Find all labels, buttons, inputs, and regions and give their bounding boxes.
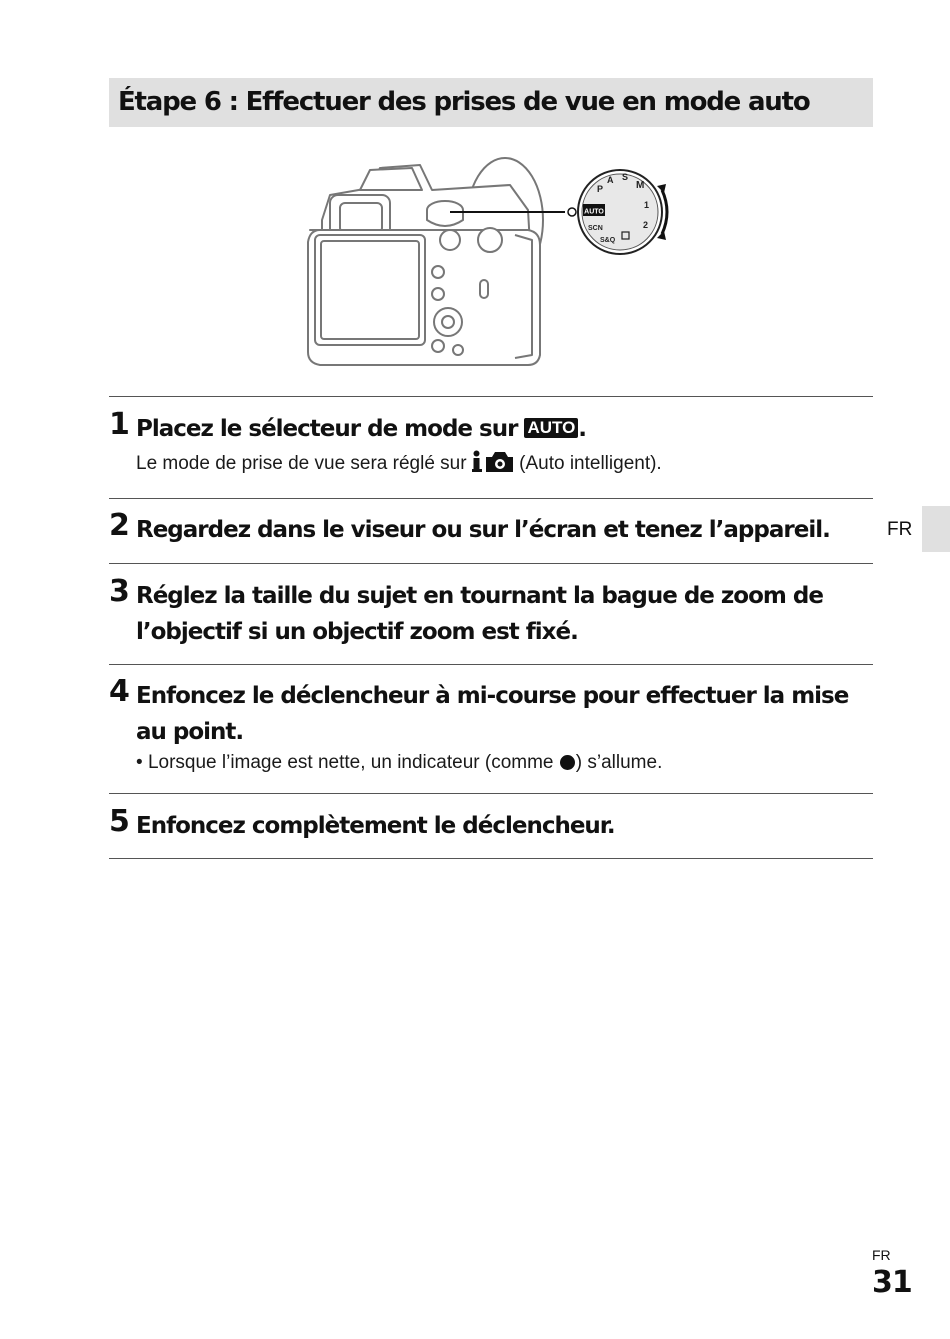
step-description	[136, 450, 873, 476]
dial-label-s: S	[622, 172, 629, 182]
step-desc-text: Lorsque l’image est nette, un indicateur (comme	[147, 752, 559, 773]
step-number: 3	[109, 574, 129, 609]
step-bullet	[136, 751, 873, 775]
step-1	[109, 408, 873, 498]
step-title	[136, 411, 873, 447]
step-number: 1	[109, 407, 129, 442]
step-title: Regardez dans le viseur ou sur l’écran et tenez l’appareil.	[136, 517, 830, 543]
divider	[109, 664, 873, 665]
divider	[109, 858, 873, 859]
step-4	[109, 675, 873, 785]
camera-mode-dial-icon	[300, 150, 690, 375]
dial-label-m: M	[636, 180, 645, 191]
intelligent-auto-icon	[472, 450, 514, 472]
step-title-period: .	[578, 416, 587, 442]
bullet-marker: •	[136, 752, 143, 773]
side-language-label: FR	[887, 519, 913, 540]
footer-language: FR	[872, 1247, 891, 1263]
step-3	[109, 575, 873, 660]
step-number: 5	[109, 804, 129, 839]
divider	[109, 498, 873, 499]
divider	[109, 563, 873, 564]
page-title: Étape 6 : Effectuer des prises de vue en mode auto	[118, 87, 810, 117]
step-desc-text-end: ) s’allume.	[575, 752, 663, 773]
dial-label-1: 1	[644, 200, 650, 210]
step-2	[109, 509, 873, 559]
step-desc-text-end: (Auto intelligent).	[513, 453, 662, 474]
title-bar	[109, 78, 873, 127]
auto-mode-badge: AUTO	[524, 418, 578, 438]
step-title: Réglez la taille du sujet en tournant la bague de zoom de l’objectif si un objectif zoom est fixé.	[136, 583, 823, 645]
step-title: Enfoncez le déclencheur à mi-course pour effectuer la mise au point.	[136, 683, 849, 745]
dial-label-scn: SCN	[588, 225, 603, 232]
step-title-text: Placez le sélecteur de mode sur	[136, 416, 525, 442]
step-5	[109, 805, 873, 855]
step-number: 4	[109, 674, 129, 709]
focus-indicator-icon	[560, 755, 575, 770]
divider	[109, 793, 873, 794]
dial-label-p: P	[597, 184, 604, 194]
page-number: 31	[872, 1265, 912, 1300]
side-language-tab	[922, 506, 950, 552]
dial-label-a: A	[607, 175, 614, 185]
dial-label-sq: S&Q	[600, 237, 616, 244]
step-desc-text: Le mode de prise de vue sera réglé sur	[136, 453, 472, 474]
dial-label-auto: AUTO	[584, 208, 604, 216]
step-number: 2	[109, 508, 129, 543]
step-title: Enfoncez complètement le déclencheur.	[136, 813, 615, 839]
dial-label-2: 2	[643, 220, 649, 230]
divider	[109, 396, 873, 397]
